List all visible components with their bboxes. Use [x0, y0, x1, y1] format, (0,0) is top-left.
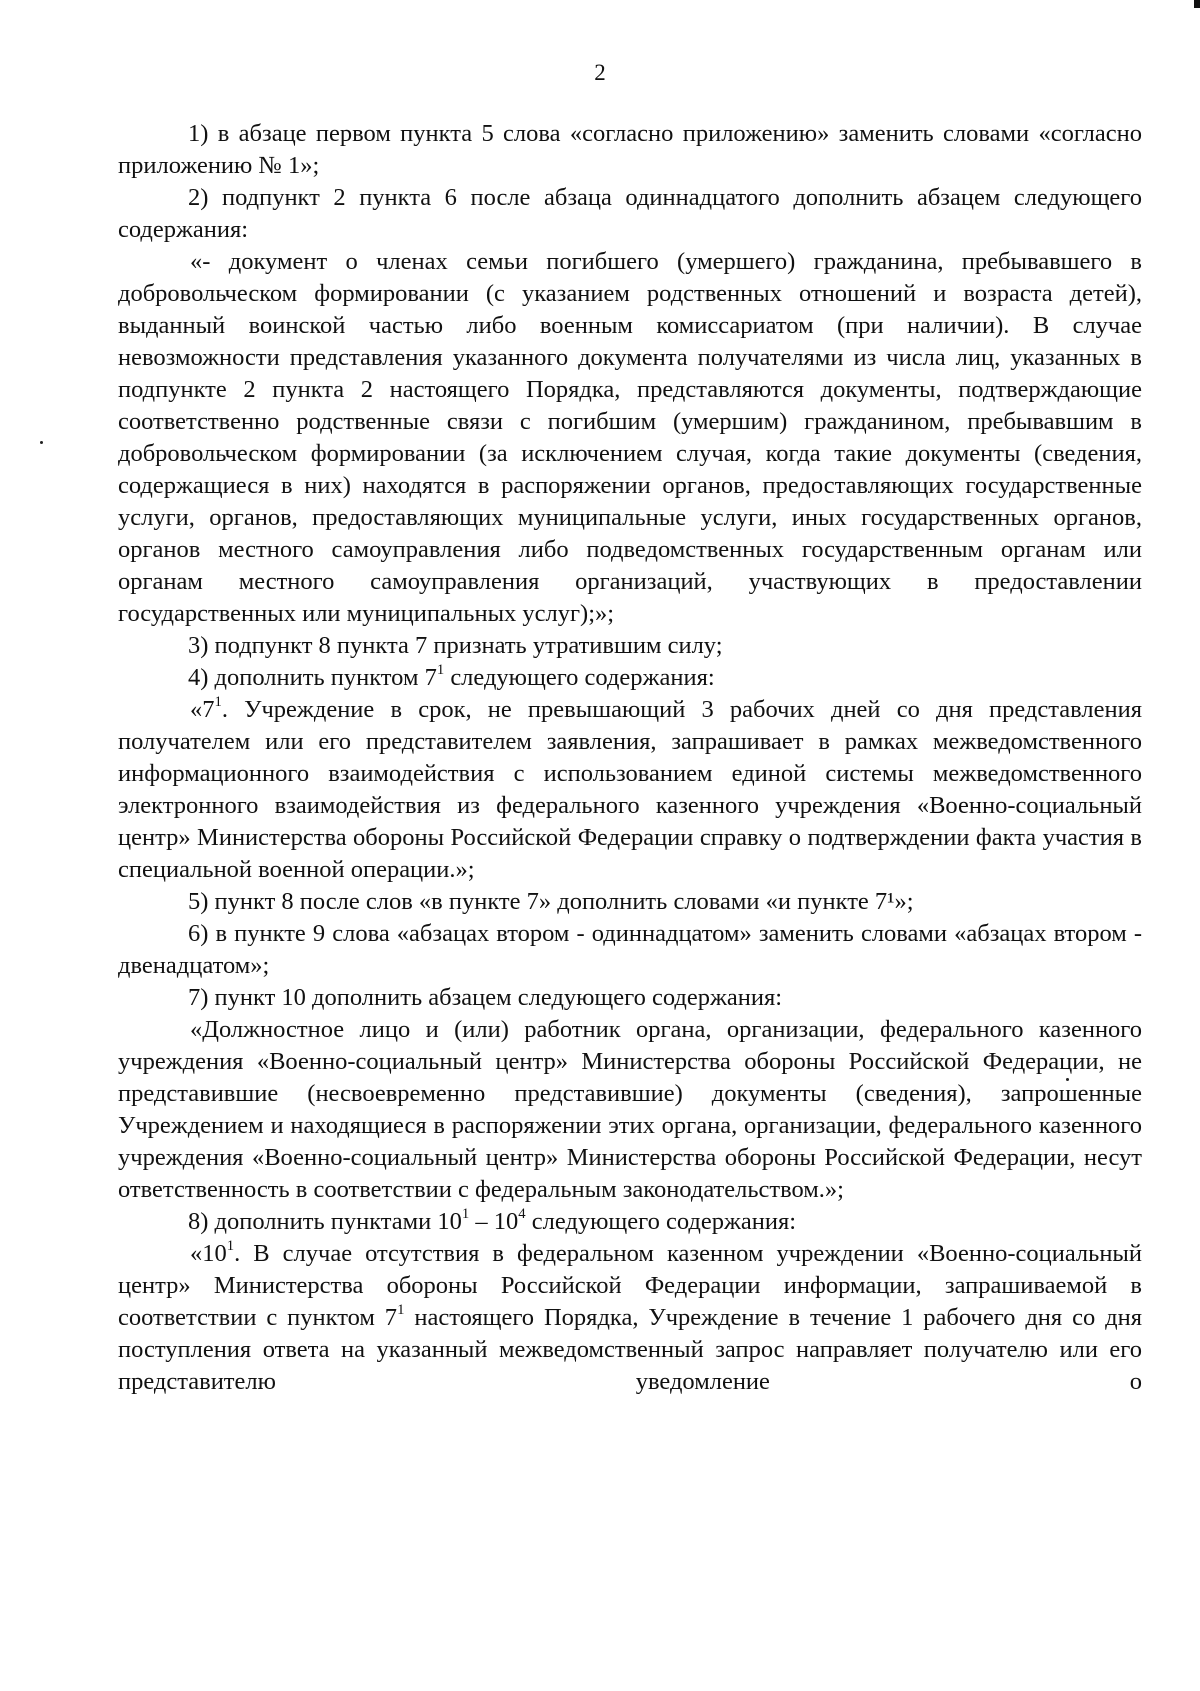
clause-7-1-superscript: 1 [214, 693, 222, 710]
clause-7-1-number: «7 [190, 696, 215, 723]
amendment-item-7: 7) пункт 10 дополнить абзацем следующего содержания: [188, 984, 783, 1011]
inserted-paragraph-family-document: «- документ о членах семьи погибшего (умершего) гражданина, пребывавшего в добровольческом формировании (с указанием родственных отношений и возраста детей), выданный воинской частью либо военным комиссариатом (при наличии). В случае невозможности представления указанного документа получателями из числа лиц, указанных в подпункте 2 пункта 2 настоящего Порядка, представляются документы, подтверждающие соответственно родственные связи с погибшим (умершим) гражданином, пребывавшим в добровольческом формировании (за исключением случая, когда такие документы (сведения, содержащиеся в них) находятся в распоряжении органов, предоставляющих государственные услуги, органов, предоставляющих муниципальные услуги, иных государственных органов, органов местного самоуправления либо подведомственных государственным органам или органам местного самоуправления организаций, участвующих в предоставлении государственных или муниципальных услуг);»; [118, 248, 1142, 627]
item-8-superscript-2: 4 [518, 1205, 526, 1222]
clause-10-1-number: «10 [190, 1240, 227, 1267]
item-4-superscript: 1 [436, 661, 445, 678]
clause-10-1-ref-superscript: 1 [397, 1301, 405, 1318]
amendment-item-1: 1) в абзаце первом пункта 5 слова «согласно приложению» заменить словами «согласно приложению № 1»; [118, 120, 1142, 179]
item-8-text-b: – 10 [469, 1208, 519, 1235]
clause-7-1-text: . Учреждение в срок, не превышающий 3 рабочих дней со дня представления получателем или его представителем заявления, запрашивает в рамках межведомственного информационного взаимодействия с использованием единой системы межведомственного электронного взаимодействия из федерального казенного учреждения «Военно-социальный центр» Министерства обороны Российской Федерации справку о подтверждении факта участия в специальной военной операции.»; [118, 696, 1142, 883]
clause-10-1-superscript: 1 [226, 1237, 235, 1254]
inserted-clause-7-1 [118, 694, 1142, 886]
inserted-paragraph-responsibility: «Должностное лицо и (или) работник органа, организации, федерального казенного учреждения «Военно-социальный центр» Министерства обороны Российской Федерации, не представившие (несвоевременно представившие) документы (сведения), запрошенные Учреждением и находящиеся в распоряжении этих органа, организации, федерального казенного учреждения «Военно-социальный центр» Министерства обороны Российской Федерации, несут ответственность в соответствии с федеральным законодательством.»; [118, 1016, 1142, 1203]
inserted-clause-10-1 [118, 1238, 1142, 1398]
amendment-item-4 [118, 662, 1142, 694]
item-8-text-c: следующего содержания: [525, 1208, 797, 1235]
item-4-text: 4) дополнить пунктом 7 [188, 664, 437, 691]
scan-edge-mark [1194, 0, 1200, 8]
item-4-tail: следующего содержания: [444, 664, 715, 691]
clause-10-1-text-b: настоящего Порядка, Учреждение в течение 1 рабочего дня со дня поступления ответа на указанный межведомственный запрос направляет получателю или его представителю уведомление о [118, 1304, 1142, 1395]
amendment-item-3: 3) подпункт 8 пункта 7 признать утратившим силу; [188, 632, 723, 659]
document-body [118, 118, 1142, 1398]
page-number: 2 [594, 60, 606, 85]
amendment-item-5: 5) пункт 8 после слов «в пункте 7» дополнить словами «и пункте 7¹»; [188, 888, 914, 915]
item-8-superscript-1: 1 [461, 1205, 470, 1222]
clause-10-1-text-a: . В случае отсутствия в федеральном казенном учреждении «Военно-социальный центр» Министерства обороны Российской Федерации информации, запрашиваемой в соответствии с пунктом 7 [118, 1240, 1142, 1331]
item-8-text-a: 8) дополнить пунктами 10 [188, 1208, 462, 1235]
scan-speck [40, 441, 43, 444]
amendment-item-8 [118, 1206, 1142, 1238]
amendment-item-2: 2) подпункт 2 пункта 6 после абзаца одиннадцатого дополнить абзацем следующего содержания: [118, 184, 1142, 243]
amendment-item-6: 6) в пункте 9 слова «абзацах втором - одиннадцатом» заменить словами «абзацах втором - двенадцатом»; [118, 920, 1142, 979]
